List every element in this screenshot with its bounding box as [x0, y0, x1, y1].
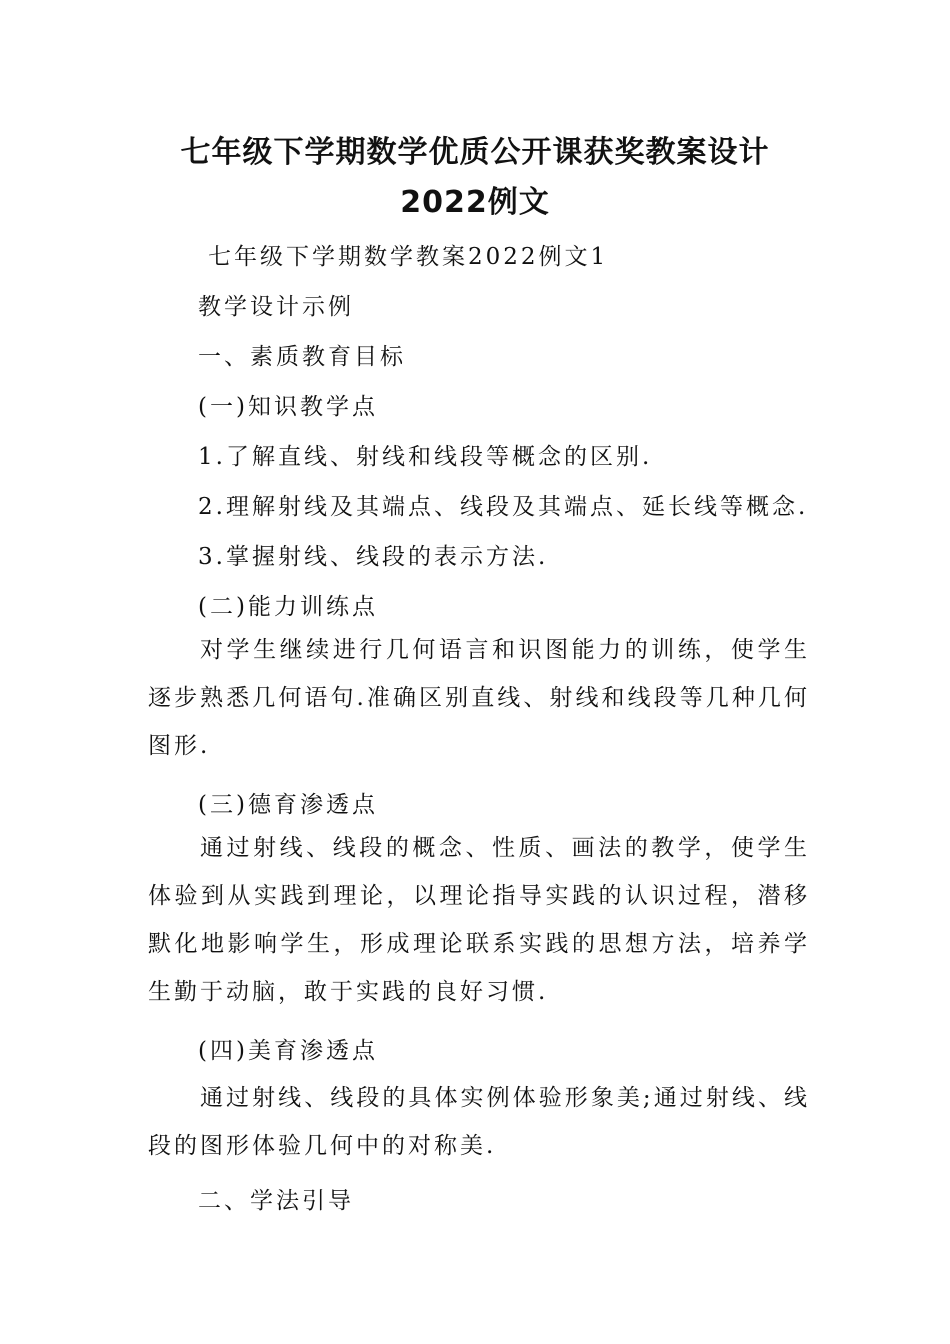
ability-paragraph: 对学生继续进行几何语言和识图能力的训练，使学生逐步熟悉几何语句.准确区别直线、射线和线段等几种几何图形.	[148, 637, 810, 759]
knowledge-item-1: 1.了解直线、射线和线段等概念的区别.	[198, 444, 653, 470]
knowledge-item-3: 3.掌握射线、线段的表示方法.	[198, 544, 549, 570]
design-label: 教学设计示例	[198, 294, 354, 320]
section-heading-method: 二、学法引导	[198, 1188, 354, 1214]
aesthetic-paragraph: 通过射线、线段的具体实例体验形象美;通过射线、线段的图形体验几何中的对称美.	[148, 1085, 810, 1159]
subsection-heading-knowledge: (一)知识教学点	[198, 394, 378, 420]
document-subtitle: 七年级下学期数学教案2022例文1	[208, 244, 609, 270]
subsection-heading-moral: (三)德育渗透点	[198, 792, 378, 818]
knowledge-item-2: 2.理解射线及其端点、线段及其端点、延长线等概念.	[198, 494, 809, 520]
moral-paragraph: 通过射线、线段的概念、性质、画法的教学，使学生体验到从实践到理论，以理论指导实践的认识过程，潜移默化地影响学生，形成理论联系实践的思想方法，培养学生勤于动脑，敢于实践的良好习惯.	[148, 835, 810, 1005]
section-heading-goals: 一、素质教育目标	[198, 344, 406, 370]
document-title: 七年级下学期数学优质公开课获奖教案设计2022例文	[180, 135, 770, 220]
subsection-heading-ability: (二)能力训练点	[198, 594, 378, 620]
subsection-heading-aesthetic: (四)美育渗透点	[198, 1038, 378, 1064]
